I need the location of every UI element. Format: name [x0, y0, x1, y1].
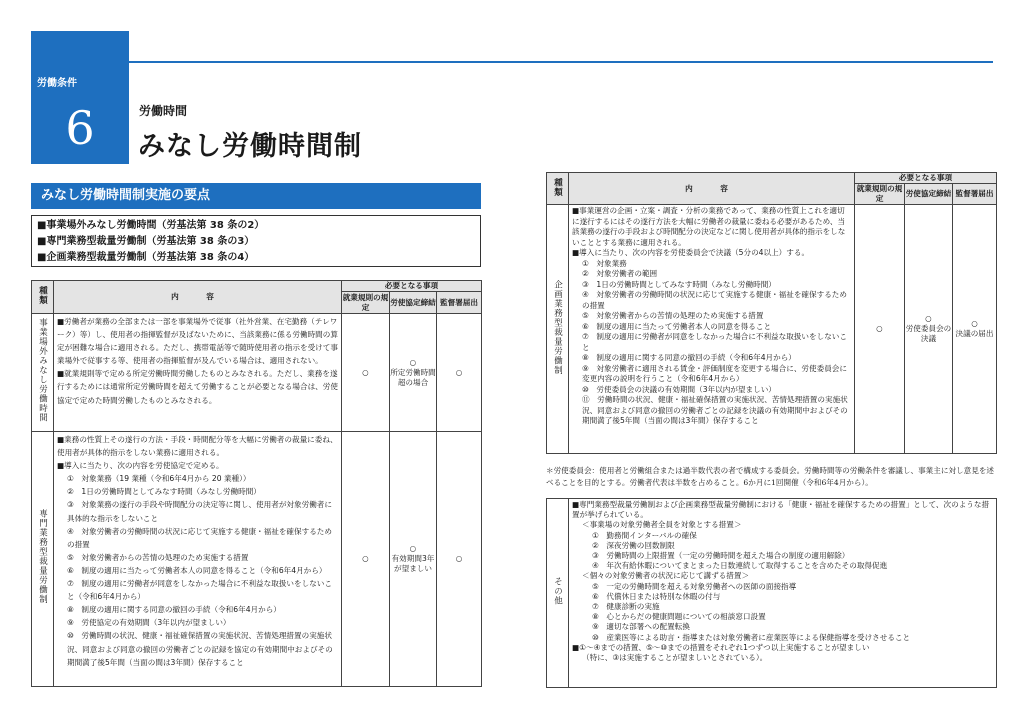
rules-mark: ○: [342, 314, 390, 432]
row-content: ■労働者が業務の全部または一部を事業場外で従事（社外営業、在宅勤務（テレワーク）等）し、使用者の指揮監督が及ばないために、当該業務に係る労働時間の算定が困難な場合に適用される。ただし、携帯電話等で随時使用者の指示を受けて事業場外で従事する等、使用者の指揮監督が及んでいる場合は、適用されない。 ■就業規則等で定める所定労働時間労働したものとみなされる。ただし、業務を遂行するためには通常所定労働時間を超えて労働することが必要となる場合は、労使協定で定めた時間労働したものとみなされる。: [54, 314, 342, 432]
header-content: 内 容: [569, 173, 855, 205]
rules-mark: ○: [855, 205, 905, 454]
law-list: [31, 215, 481, 267]
table-row: [547, 205, 997, 454]
page-subtitle: 労働時間: [139, 104, 188, 118]
page-title: みなし労働時間制: [138, 131, 362, 162]
footnote: ＊労使委員会：使用者と労働組合または過半数代表の者で構成する委員会。労働時間等の労働条件を審議し、事業主に対し意見を述べることを目的とする。労働者代表は半数を占めること。6か月に1回開催（令和6年4月から）。: [546, 466, 995, 487]
row-type: その他: [547, 499, 569, 688]
header-report: 監督署届出: [953, 184, 997, 205]
table-row: [547, 499, 997, 688]
category-label: 労働条件: [37, 78, 77, 89]
header-required: 必要となる事項: [855, 173, 997, 184]
header-required: 必要となる事項: [342, 281, 482, 292]
requirements-table-right: [546, 172, 997, 454]
table-row: [32, 432, 482, 687]
report-mark: ○: [437, 432, 482, 687]
law-item: ■企画業務型裁量労働制（労基法第 38 条の4）: [37, 252, 255, 263]
header-type: 種類: [547, 173, 569, 205]
other-measures-table: [546, 498, 997, 688]
agreement-cell: ○ 有効期間3年が望ましい: [390, 432, 437, 687]
row-type: 事業場外みなし労働時間: [32, 314, 54, 432]
header-rules: 就業規則の規定: [342, 292, 389, 312]
law-item: ■専門業務型裁量労働制（労基法第 38 条の3）: [37, 236, 255, 247]
header-content: 内 容: [54, 281, 342, 314]
header-agreement: 労使協定締結: [390, 292, 437, 314]
row-type: 企画業務型裁量労働制: [547, 205, 569, 454]
report-cell: ○ 決議の届出: [953, 205, 997, 454]
agreement-cell: ○ 労使委員会の決議: [905, 205, 953, 454]
agreement-cell: ○ 所定労働時間超の場合: [390, 314, 437, 432]
row-type: 専門業務型裁量労働制: [32, 432, 54, 687]
header-report: 監督署届出: [437, 292, 482, 314]
rules-mark: ○: [342, 432, 390, 687]
section-title: みなし労働時間制実施の要点: [41, 188, 211, 203]
header-rules: 就業規則の規定: [855, 184, 905, 205]
law-item: ■事業場外みなし労働時間（労基法第 38 条の2）: [37, 220, 265, 231]
header-type: 種類: [32, 281, 54, 314]
report-mark: ○: [437, 314, 482, 432]
row-content: ■専門業務型裁量労働制および企画業務型裁量労働制における「健康・福祉を確保するための措置」として、次のような措置が挙げられている。 ＜事業場の対象労働者全員を対象とする措置＞ ① 勤務間インターバルの確保 ② 深夜労働の回数制限 ③ 労働時間の上限措置（一定の労働時間を超えた場合の制度の適用解除） ④ 年次有給休暇についてまとまった日数連続して取得することを含めたその取得促進 ＜個々の対象労働者の状況に応じて講ずる措置＞ ⑤ 一定の労働時間を超える対象労働者への医師の面接指導 ⑥ 代償休日または特別な休暇の付与 ⑦ 健康診断の実施 ⑧ 心とからだの健康問題についての相談窓口設置 ⑨ 適切な部署への配置転換 ⑩ 産業医等による助言・指導または対象労働者に産業医等による保健指導を受けさせること ■①〜④までの措置、⑤〜⑩までの措置をそれぞれ1つずつ以上実施することが望ましい （特に、③は実施することが望ましいとされている）。: [569, 499, 997, 688]
row-content: ■業務の性質上その遂行の方法・手段・時間配分等を大幅に労働者の裁量に委ね、使用者が具体的指示をしない業務に適用される。 ■導入に当たり、次の内容を労使協定で定める。 ① 対象業務（19 業種（令和6年4月から 20 業種）） ② 1日の労働時間としてみなす時間（みなし労働時間） ③ 対象業務の遂行の手段や時間配分の決定等に関し、使用者が対象労働者に具体的な指示をしないこと ④ 対象労働者の労働時間の状況に応じて実施する健康・福祉を確保するための措置 ⑤ 対象労働者からの苦情の処理のため実施する措置 ⑥ 制度の適用に当たって労働者本人の同意を得ること（令和6年4月から） ⑦ 制度の適用に労働者が同意をしなかった場合に不利益な取扱いをしないこと（令和6年4月から） ⑧ 制度の適用に関する同意の撤回の手続（令和6年4月から） ⑨ 労使協定の有効期間（3年以内が望ましい） ⑩ 労働時間の状況、健康・福祉確保措置の実施状況、苦情処理措置の実施状況、同意および同意の撤回の労働者ごとの記録を協定の有効期間中およびその期間満了後5年間（当面の間は3年間）保存すること: [54, 432, 342, 687]
requirements-table-left: [31, 280, 482, 687]
chapter-badge: [31, 31, 129, 164]
chapter-number: 6: [65, 101, 95, 155]
section-title-bar: [31, 183, 481, 209]
table-row: [32, 314, 482, 432]
header-rule: [129, 61, 993, 63]
row-content: ■事業運営の企画・立案・調査・分析の業務であって、業務の性質上これを適切に遂行するにはその遂行方法を大幅に労働者の裁量に委ねる必要があるため、当該業務の遂行の手段および時間配分の決定などに関し使用者が具体的指示をしないこととする業務に適用される。 ■導入に当たり、次の内容を労使委員会で決議（5分の4以上）する。 ① 対象業務 ② 対象労働者の範囲 ③ 1日の労働時間としてみなす時間（みなし労働時間） ④ 対象労働者の労働時間の状況に応じて実施する健康・福祉を確保するための措置 ⑤ 対象労働者からの苦情の処理のため実施する措置 ⑥ 制度の適用に当たって労働者本人の同意を得ること ⑦ 制度の適用に労働者が同意をしなかった場合に不利益な取扱いをしないこと ⑧ 制度の適用に関する同意の撤回の手続（令和6年4月から） ⑨ 対象労働者に適用される賃金・評価制度を変更する場合に、労使委員会に変更内容の説明を行うこと（令和6年4月から） ⑩ 労使委員会の決議の有効期間（3年以内が望ましい） ⑪ 労働時間の状況、健康・福祉確保措置の実施状況、苦情処理措置の実施状況、同意および同意の撤回の労働者ごとの記録を決議の有効期間中およびその期間満了後5年間（当面の間は3年間）保存すること: [569, 205, 855, 454]
header-agreement: 労使協定締結: [905, 184, 953, 205]
